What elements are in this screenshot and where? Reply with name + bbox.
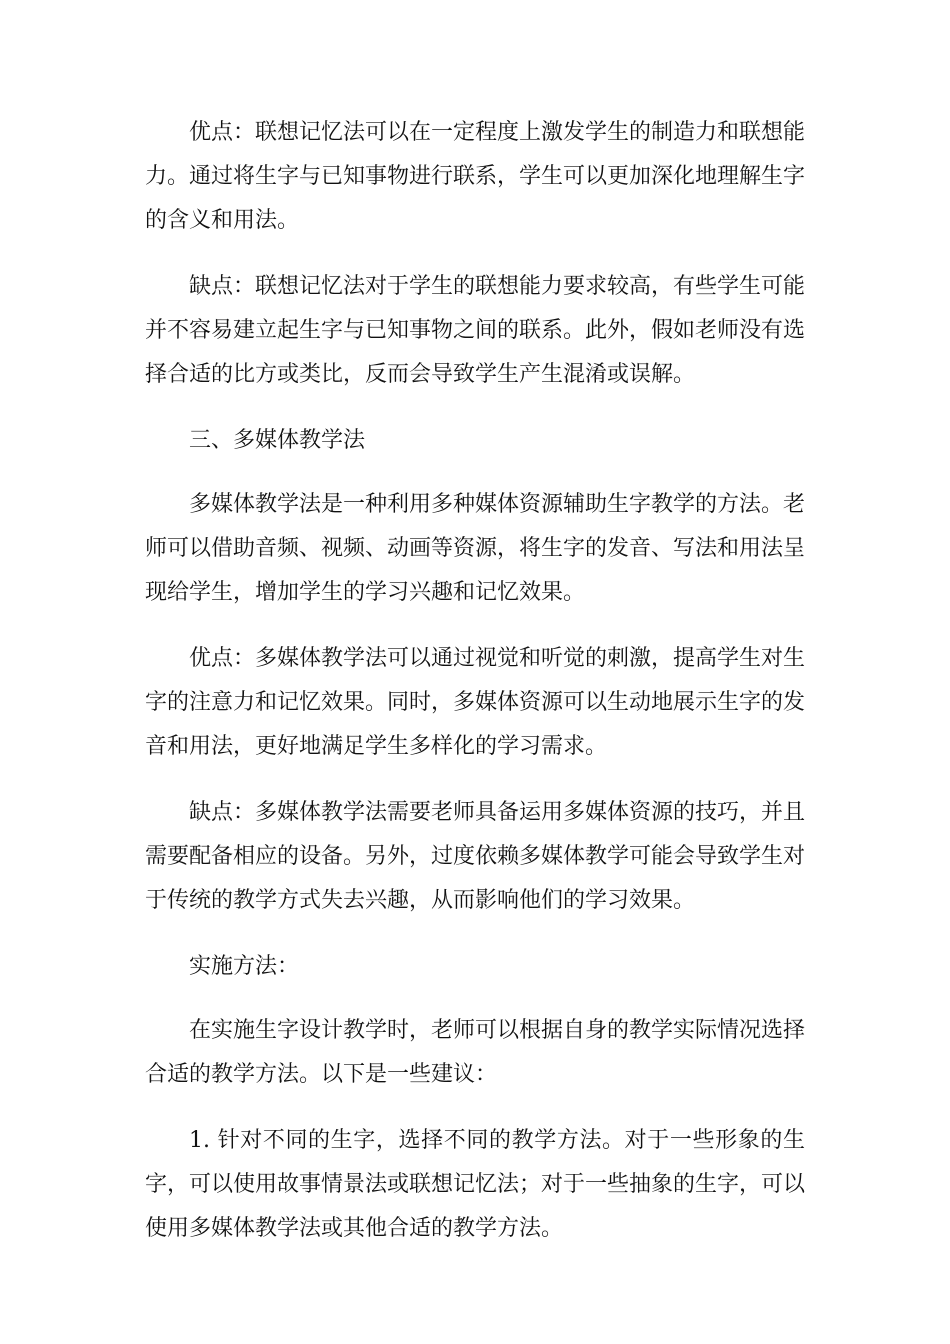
paragraph-disadvantages-association: 缺点：联想记忆法对于学生的联想能力要求较高，有些学生可能并不容易建立起生字与已知事物之间的联系。此外，假如老师没有选择合适的比方或类比，反而会导致学生产生混淆或误解。 [145,274,806,387]
paragraph-advantages-multimedia: 优点：多媒体教学法可以通过视觉和听觉的刺激，提高学生对生字的注意力和记忆效果。同时，多媒体资源可以生动地展示生字的发音和用法，更好地满足学生多样化的学习需求。 [145,646,806,759]
paragraph-multimedia-intro: 多媒体教学法是一种利用多种媒体资源辅助生字教学的方法。老师可以借助音频、视频、动画等资源，将生字的发音、写法和用法呈现给学生，增加学生的学习兴趣和记忆效果。 [145,492,806,605]
paragraph-advantages-association: 优点：联想记忆法可以在一定程度上激发学生的制造力和联想能力。通过将生字与已知事物进行联系，学生可以更加深化地理解生字的含义和用法。 [145,120,806,233]
section-heading-implementation: 实施方法： [189,954,300,979]
section-heading-multimedia: 三、多媒体教学法 [189,428,366,453]
document-body [145,111,805,1273]
paragraph-disadvantages-multimedia: 缺点：多媒体教学法需要老师具备运用多媒体资源的技巧，并且需要配备相应的设备。另外，过度依赖多媒体教学可能会导致学生对于传统的教学方式失去兴趣，从而影响他们的学习效果。 [145,800,806,913]
paragraph-implementation-intro: 在实施生字设计教学时，老师可以根据自身的教学实际情况选择合适的教学方法。以下是一些建议： [145,1018,806,1087]
list-item-suggestion-1: 1. 针对不同的生字，选择不同的教学方法。对于一些形象的生字，可以使用故事情景法或联想记忆法；对于一些抽象的生字，可以使用多媒体教学法或其他合适的教学方法。 [145,1128,806,1241]
